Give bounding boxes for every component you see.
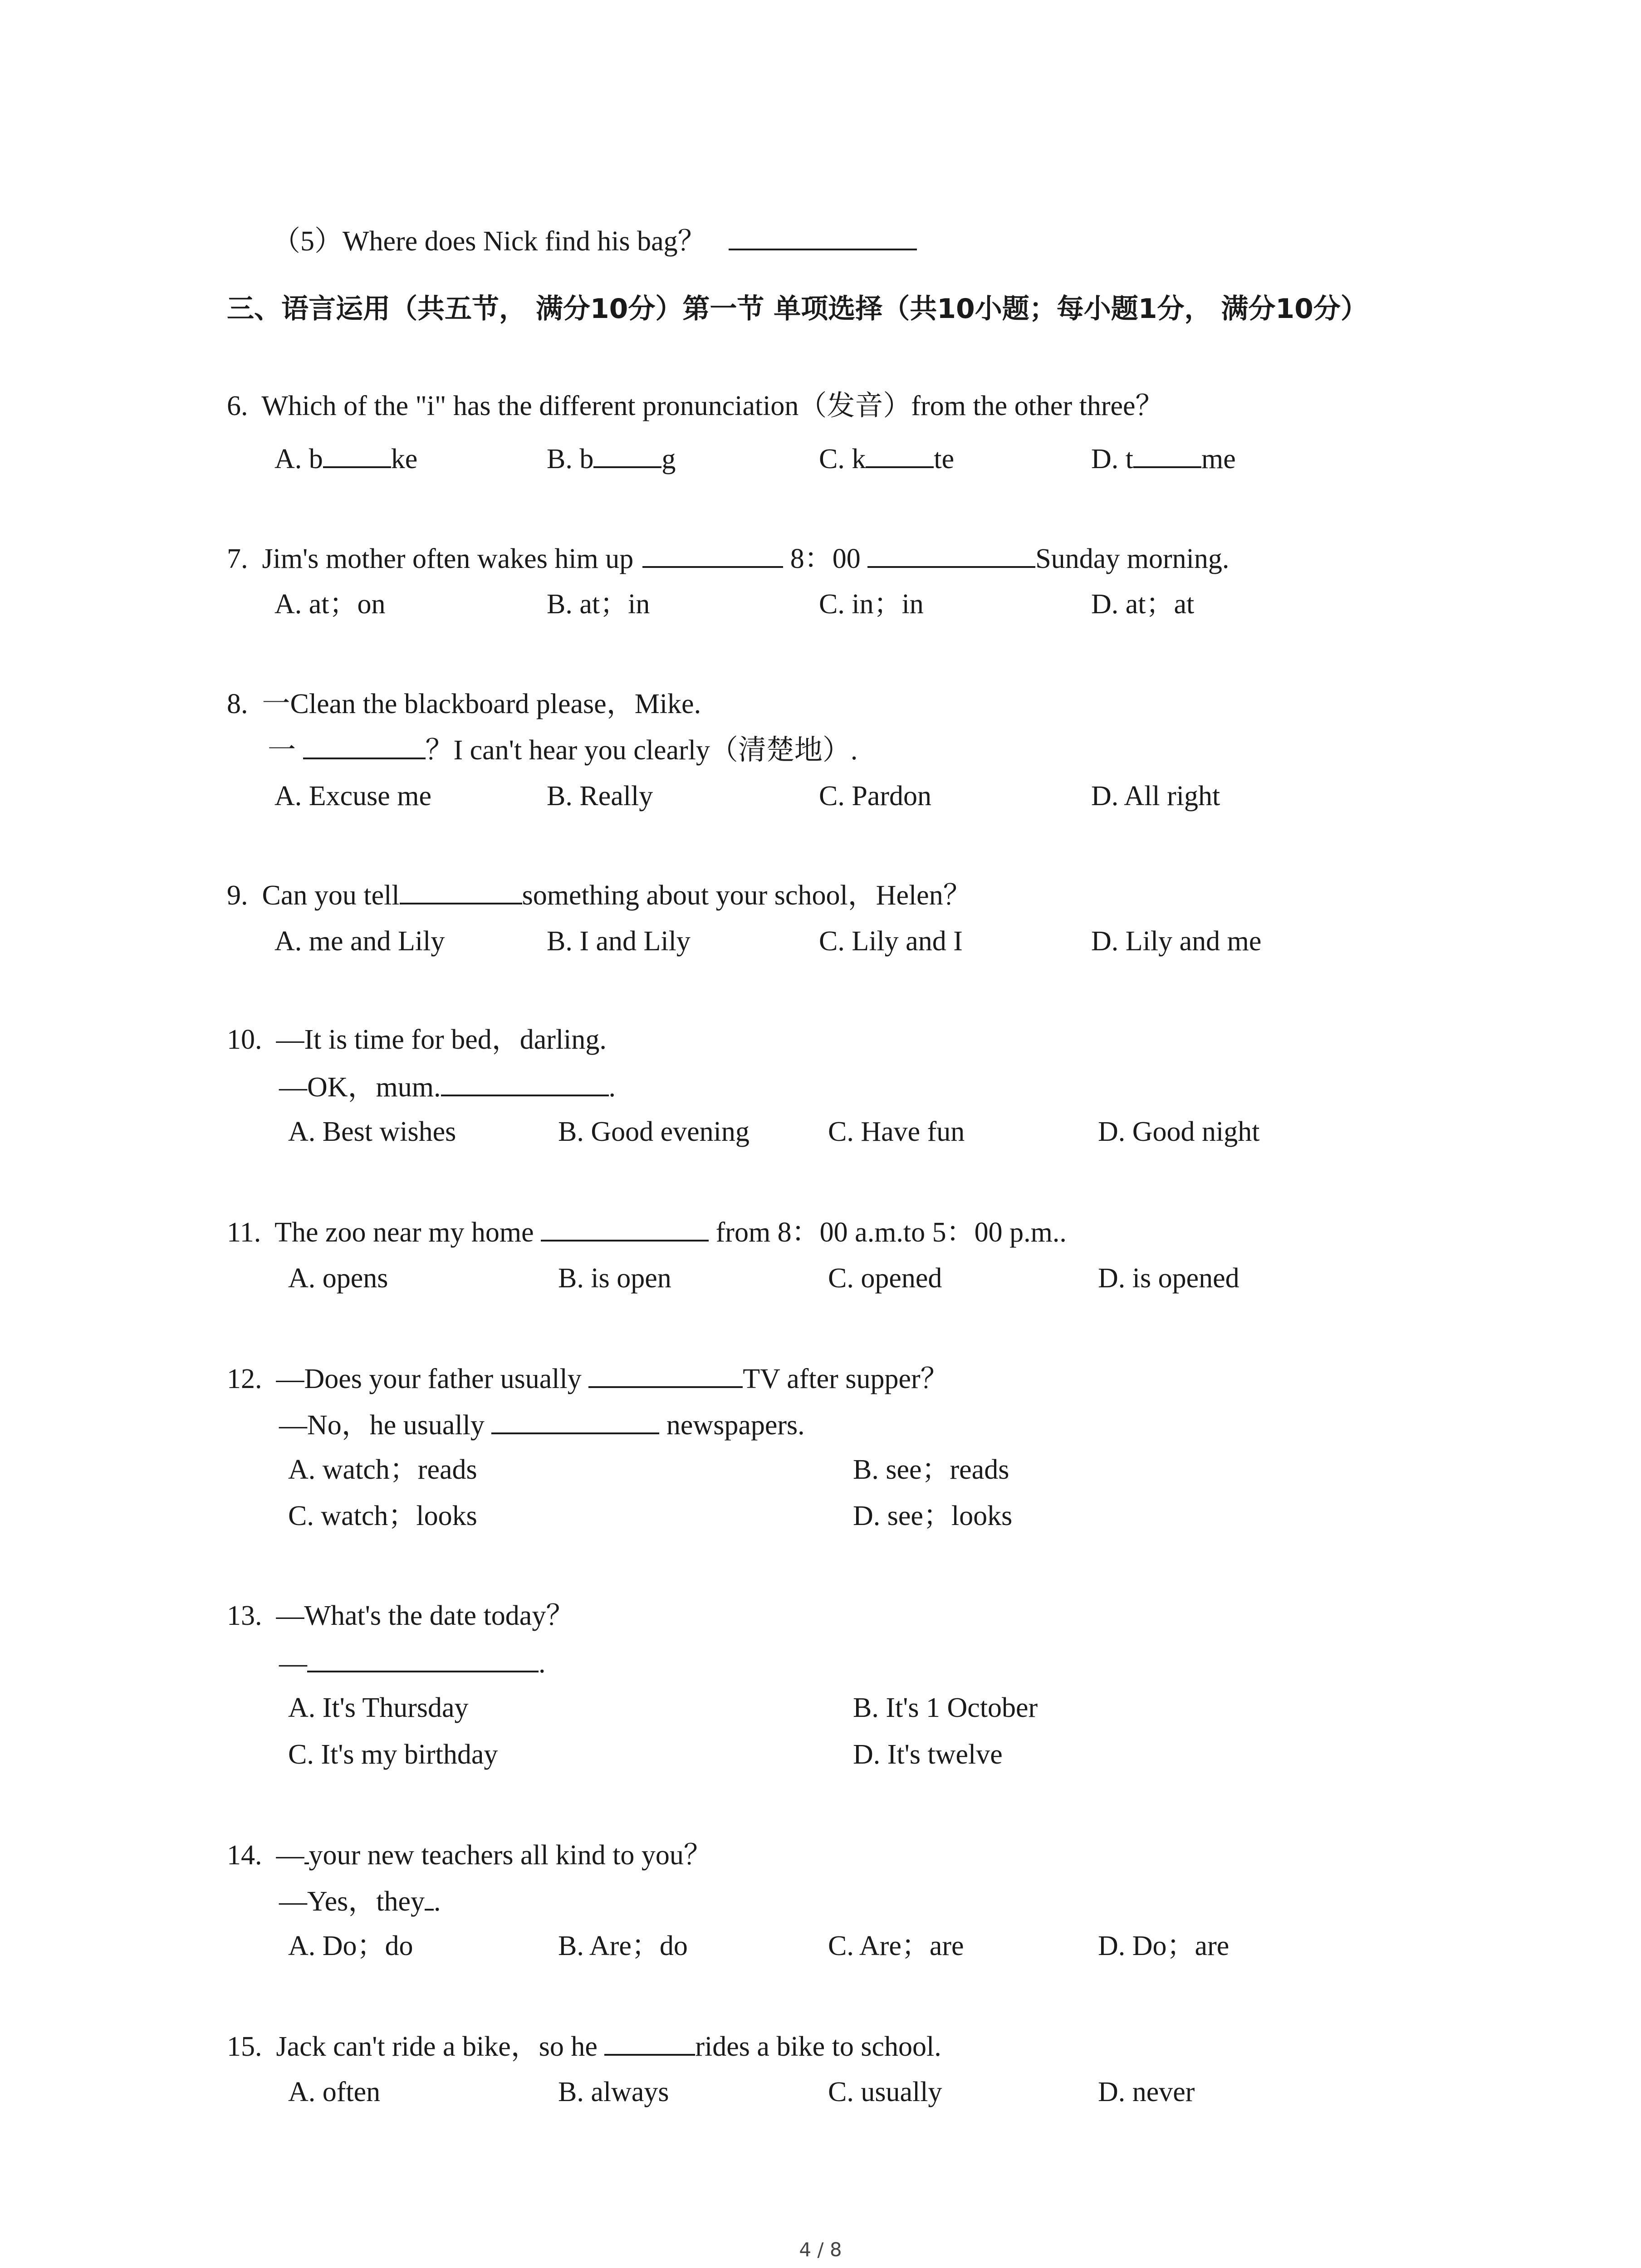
q12-option-d: D. see；looks (853, 1501, 1013, 1531)
q12-option-c: C. watch；looks (288, 1501, 477, 1531)
q7-option-d: D. at；at (1091, 589, 1195, 620)
q11-option-c: C. opened (828, 1263, 942, 1294)
q15-option-d: D. never (1098, 2077, 1195, 2107)
question-12-line2: —No，he usually newspapers. (279, 1406, 805, 1443)
question-7-stem: 7. Jim's mother often wakes him up 8：00 Sunday morning. (227, 540, 1229, 577)
q10-option-d: D. Good night (1098, 1116, 1260, 1147)
q15-option-b: B. always (558, 2077, 669, 2107)
question-5-text: （5）Where does Nick find his bag？ (272, 226, 706, 257)
q6-option-b: B. b g (547, 440, 676, 477)
q7-option-c: C. in；in (819, 589, 924, 620)
q8-option-a: A. Excuse me (274, 781, 432, 811)
question-10-line1: 10. —It is time for bed，darling. (227, 1024, 607, 1055)
q10-option-c: C. Have fun (828, 1116, 965, 1147)
q13-option-d: D. It's twelve (853, 1739, 1003, 1770)
q9-option-a: A. me and Lily (274, 926, 445, 957)
q8-option-d: D. All right (1091, 781, 1220, 811)
q11-option-a: A. opens (288, 1263, 388, 1294)
q8-option-b: B. Really (547, 781, 653, 811)
q14-option-d: D. Do；are (1098, 1931, 1230, 1961)
q12-option-b: B. see；reads (853, 1454, 1009, 1485)
q6-option-d: D. t me (1091, 440, 1236, 477)
question-13-line2: — . (279, 1644, 546, 1681)
q9-option-d: D. Lily and me (1091, 926, 1262, 957)
question-15-stem: 15. Jack can't ride a bike，so he rides a bike to school. (227, 2028, 941, 2065)
q14-option-c: C. Are；are (828, 1931, 964, 1961)
question-5 (272, 222, 917, 259)
question-6-stem: 6. Which of the "i" has the different pronunciation（发音）from the other three？ (227, 391, 1164, 421)
question-11-stem: 11. The zoo near my home from 8：00 a.m.to 5：00 p.m.. (227, 1213, 1067, 1251)
q7-option-b: B. at；in (547, 589, 650, 620)
question-13-line1: 13. —What's the date today？ (227, 1600, 574, 1631)
question-9-stem: 9. Can you tell something about your school，Helen？ (227, 876, 971, 914)
q15-option-c: C. usually (828, 2077, 942, 2107)
answer-blank (729, 222, 917, 250)
q13-option-c: C. It's my birthday (288, 1739, 498, 1770)
question-12-line1: 12. —Does your father usually TV after supper？ (227, 1360, 949, 1397)
q13-option-a: A. It's Thursday (288, 1692, 469, 1723)
question-14-line1: 14. — your new teachers all kind to you？ (227, 1836, 712, 1873)
q11-option-b: B. is open (558, 1263, 671, 1294)
q6-option-c: C. k te (819, 440, 954, 477)
q8-option-c: C. Pardon (819, 781, 931, 811)
q6-option-a: A. b ke (274, 440, 417, 477)
q13-option-b: B. It's 1 October (853, 1692, 1038, 1723)
question-14-line2: —Yes，they . (279, 1882, 441, 1920)
q12-option-a: A. watch；reads (288, 1454, 477, 1485)
question-10-line2: —OK，mum. . (279, 1068, 616, 1105)
q10-option-b: B. Good evening (558, 1116, 749, 1147)
q7-option-a: A. at；on (274, 589, 386, 620)
q9-option-c: C. Lily and I (819, 926, 963, 957)
section-heading: 三、语言运用（共五节， 满分10分）第一节 单项选择（共10小题；每小题1分， 满分10分） (227, 293, 1368, 325)
q14-option-a: A. Do；do (288, 1931, 413, 1961)
q15-option-a: A. often (288, 2077, 381, 2107)
q14-option-b: B. Are；do (558, 1931, 688, 1961)
question-8-line1: 8. 一Clean the blackboard please，Mike. (227, 689, 701, 719)
q11-option-d: D. is opened (1098, 1263, 1239, 1294)
q9-option-b: B. I and Lily (547, 926, 691, 957)
page-number: 4 / 8 (799, 2239, 842, 2261)
question-8-line2: 一 ？I can't hear you clearly（清楚地）. (268, 731, 857, 768)
q10-option-a: A. Best wishes (288, 1116, 456, 1147)
